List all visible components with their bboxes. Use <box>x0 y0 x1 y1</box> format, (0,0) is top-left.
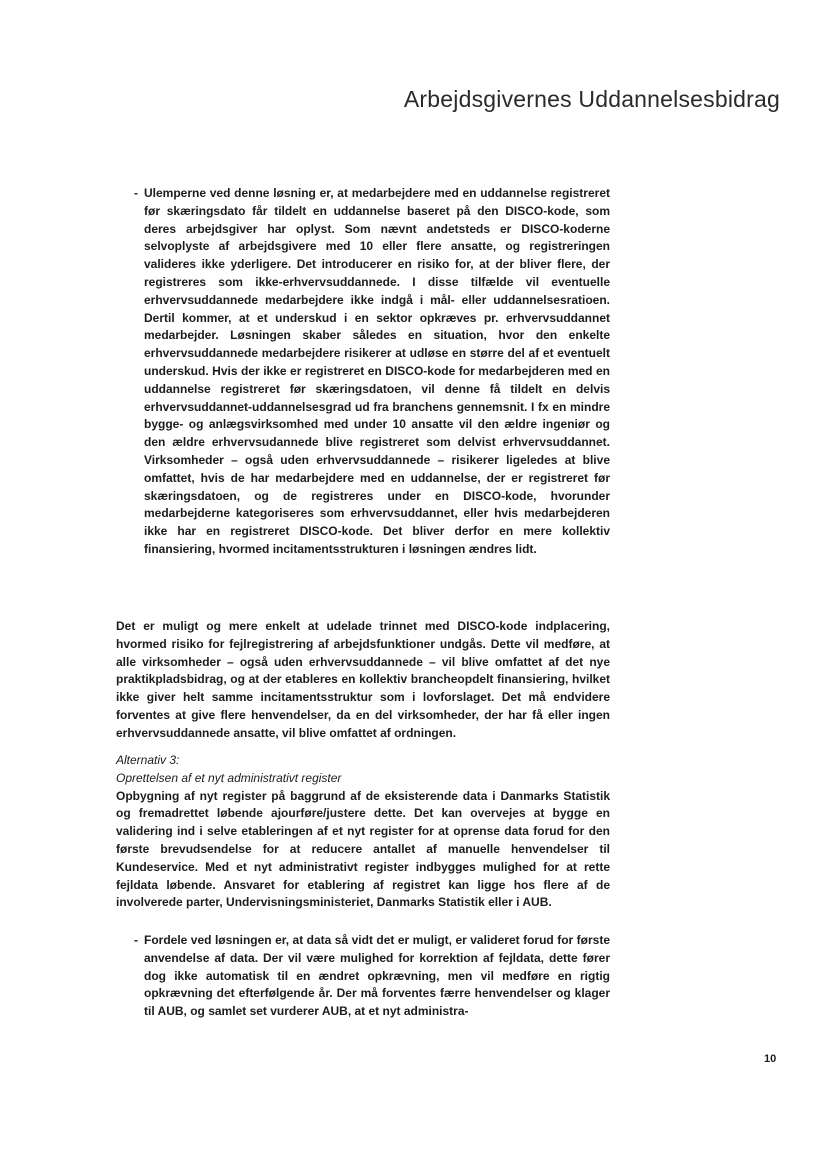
alternative-heading: Alternativ 3: <box>116 753 180 767</box>
page-number: 10 <box>764 1053 777 1065</box>
bullet-marker: - <box>134 186 138 200</box>
document-title: Arbejdsgivernes Uddannelsesbidrag <box>403 86 780 112</box>
paragraph-1: Det er muligt og mere enkelt at udelade trinnet med DISCO-kode indplacering, hvormed risiko for fejlregistrering af arbejdsfunktioner undgås. Dette vil medføre, at alle virksomheder – også uden erhvervsuddannede – vil blive omfattet af det nye praktikpladsbidrag, og at der etableres en kollektiv brancheopdelt finansiering, hvilket ikke giver helt samme incitamentsstruktur som i lovforslaget. Det må endvidere forventes at give flere henvendelser, da en del virksomheder, der har få eller ingen erhvervsuddannede ansatte, vil blive omfattet af ordningen. <box>116 619 610 740</box>
bullet-item-2 <box>134 932 610 1021</box>
bullet-text-2: Fordele ved løsningen er, at data så vidt det er muligt, er valideret forud for første anvendelse af data. Der vil være mulighed for korrektion af fejldata, dette fører dog ikke automatisk til en ændret opkrævning, men vil medføre en rigtig opkrævning det efterfølgende år. Der må forventes færre henvendelser og klager til AUB, og samlet set vurderer AUB, at et nyt administra- <box>144 933 610 1019</box>
bullet-marker: - <box>134 933 138 947</box>
bullet-text-1: Ulemperne ved denne løsning er, at medarbejdere med en uddannelse registreret før skæringsdato får tildelt en uddannelse baseret på den DISCO-kode, som deres arbejdsgiver har oplyst. Som nævnt andetsteds er DISCO-koderne selvoplyste af arbejdsgivere med 10 eller flere ansatte, og registreringen valideres ikke yderligere. Det introducerer en risiko for, at der bliver flere, der registreres som ikke-erhvervsuddannede. I disse tilfælde vil eventuelle erhvervsuddannede medarbejdere ikke indgå i mål- eller uddannelsesratioen. Dertil kommer, at et underskud i en sektor opkræves pr. erhvervsuddannet medarbejder. Løsningen skaber således en situation, hvor den enkelte erhvervsuddannede medarbejdere risikerer at udløse en større del af et eventuelt underskud. Hvis der ikke er registreret en DISCO-kode for medarbejderen med en uddannelse registreret før skæringsdatoen, vil denne få tildelt en delvis erhvervsuddannet-uddannelsesgrad ud fra branchens gennemsnit. I fx en mindre bygge- og anlægsvirksomhed med under 10 ansatte vil den ældre ingeniør og den ældre erhvervsudannede blive registreret som delvist erhvervsuddannet. Virksomheder – også uden erhvervsuddannede – risikerer ligeledes at blive omfattet, hvis de har medarbejdere med en uddannelse, der er registreret før skæringsdatoen, og de registreres under en DISCO-kode, hvorunder medarbejderne kategoriseres som erhvervsuddannet, eller hvis medarbejderen ikke har en registreret DISCO-kode. Det bliver derfor en mere kollektiv finansiering, hvormed incitamentsstrukturen i løsningen ændres lidt. <box>144 186 610 556</box>
paragraph-2: Opbygning af nyt register på baggrund af de eksisterende data i Danmarks Statistik og fremadrettet løbende ajourføre/justere dette. Det kan overvejes at bygge en validering ind i selve etableringen af et nyt register for at oprense data forud for den første brevudsendelse for at reducere antallet af manuelle henvendelser til Kundeservice. Med et nyt administrativt register indbygges mulighed for at rette fejldata løbende. Ansvaret for etablering af registret kan ligge hos flere af de involverede parter, Undervisningsministeriet, Danmarks Statistik eller i AUB. <box>116 788 610 910</box>
bullet-item-1 <box>134 185 610 559</box>
alternative-3-section <box>116 752 610 912</box>
alternative-subheading: Oprettelsen af et nyt administrativt register <box>116 770 342 785</box>
